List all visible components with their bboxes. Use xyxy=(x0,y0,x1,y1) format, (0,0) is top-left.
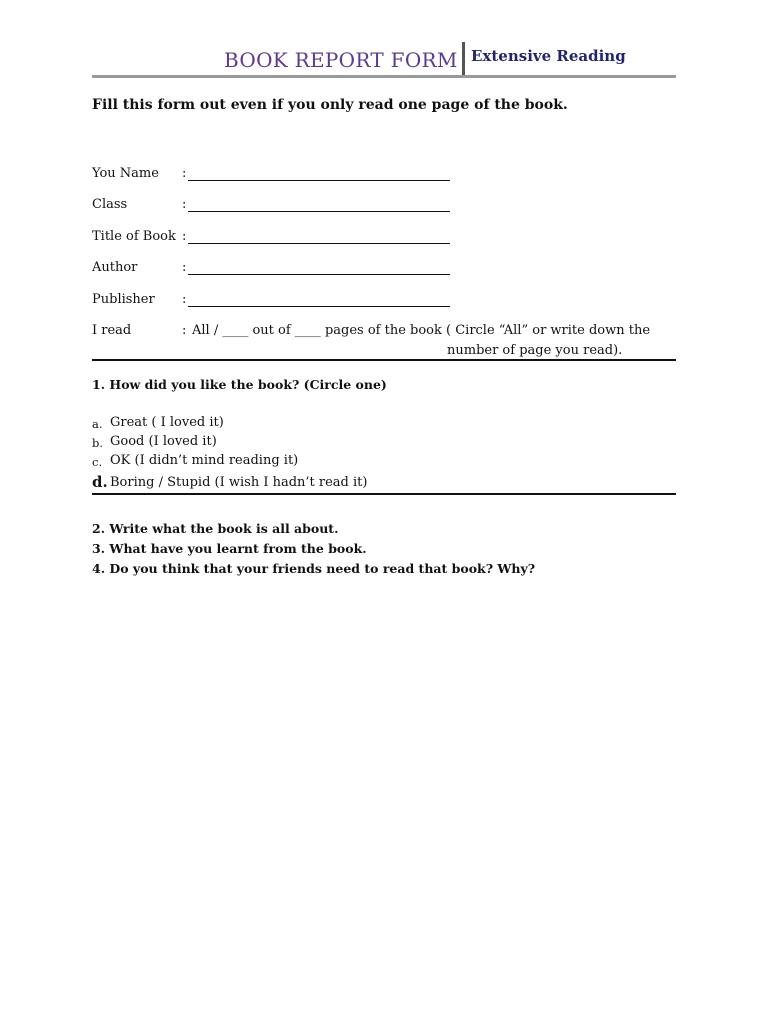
header-divider xyxy=(462,42,465,78)
field-colon: : xyxy=(182,323,187,338)
publisher-input-line[interactable] xyxy=(188,306,450,307)
option-letter: c. xyxy=(92,455,103,469)
field-colon: : xyxy=(182,166,187,181)
question-2: 2. Write what the book is all about. xyxy=(92,521,339,536)
header-rule xyxy=(92,75,676,78)
question-1: 1. How did you like the book? (Circle one) xyxy=(92,377,387,392)
option-great[interactable]: Great ( I loved it) xyxy=(110,415,224,430)
field-label-title: Title of Book xyxy=(92,229,176,244)
field-label-read: I read xyxy=(92,323,132,338)
title-input-line[interactable] xyxy=(188,243,450,244)
question-3: 3. What have you learnt from the book. xyxy=(92,541,367,556)
option-letter: a. xyxy=(92,417,103,431)
form-title: BOOK REPORT FORM xyxy=(224,48,458,72)
option-letter: b. xyxy=(92,436,104,450)
pages-read-text[interactable]: All / ____ out of ____ pages of the book ( Circle “All” or write down the xyxy=(192,323,651,338)
option-good[interactable]: Good (I loved it) xyxy=(110,434,217,449)
field-label-author: Author xyxy=(92,260,138,275)
question-4: 4. Do you think that your friends need to read that book? Why? xyxy=(92,561,536,576)
field-label-class: Class xyxy=(92,197,128,212)
pages-read-note: number of page you read). xyxy=(447,343,623,358)
section-divider xyxy=(92,359,676,361)
intro-instruction: Fill this form out even if you only read one page of the book. xyxy=(92,97,568,113)
author-input-line[interactable] xyxy=(188,274,450,275)
field-colon: : xyxy=(182,292,187,307)
field-label-name: You Name xyxy=(92,166,159,181)
name-input-line[interactable] xyxy=(188,180,450,181)
option-letter: d. xyxy=(92,473,108,491)
field-colon: : xyxy=(182,260,187,275)
option-ok[interactable]: OK (I didn’t mind reading it) xyxy=(110,453,299,468)
option-boring[interactable]: Boring / Stupid (I wish I hadn’t read it) xyxy=(110,475,368,490)
class-input-line[interactable] xyxy=(188,211,450,212)
field-label-publisher: Publisher xyxy=(92,292,155,307)
field-colon: : xyxy=(182,197,187,212)
field-colon: : xyxy=(182,229,187,244)
form-subtitle: Extensive Reading xyxy=(471,47,626,65)
section-divider xyxy=(92,493,676,495)
